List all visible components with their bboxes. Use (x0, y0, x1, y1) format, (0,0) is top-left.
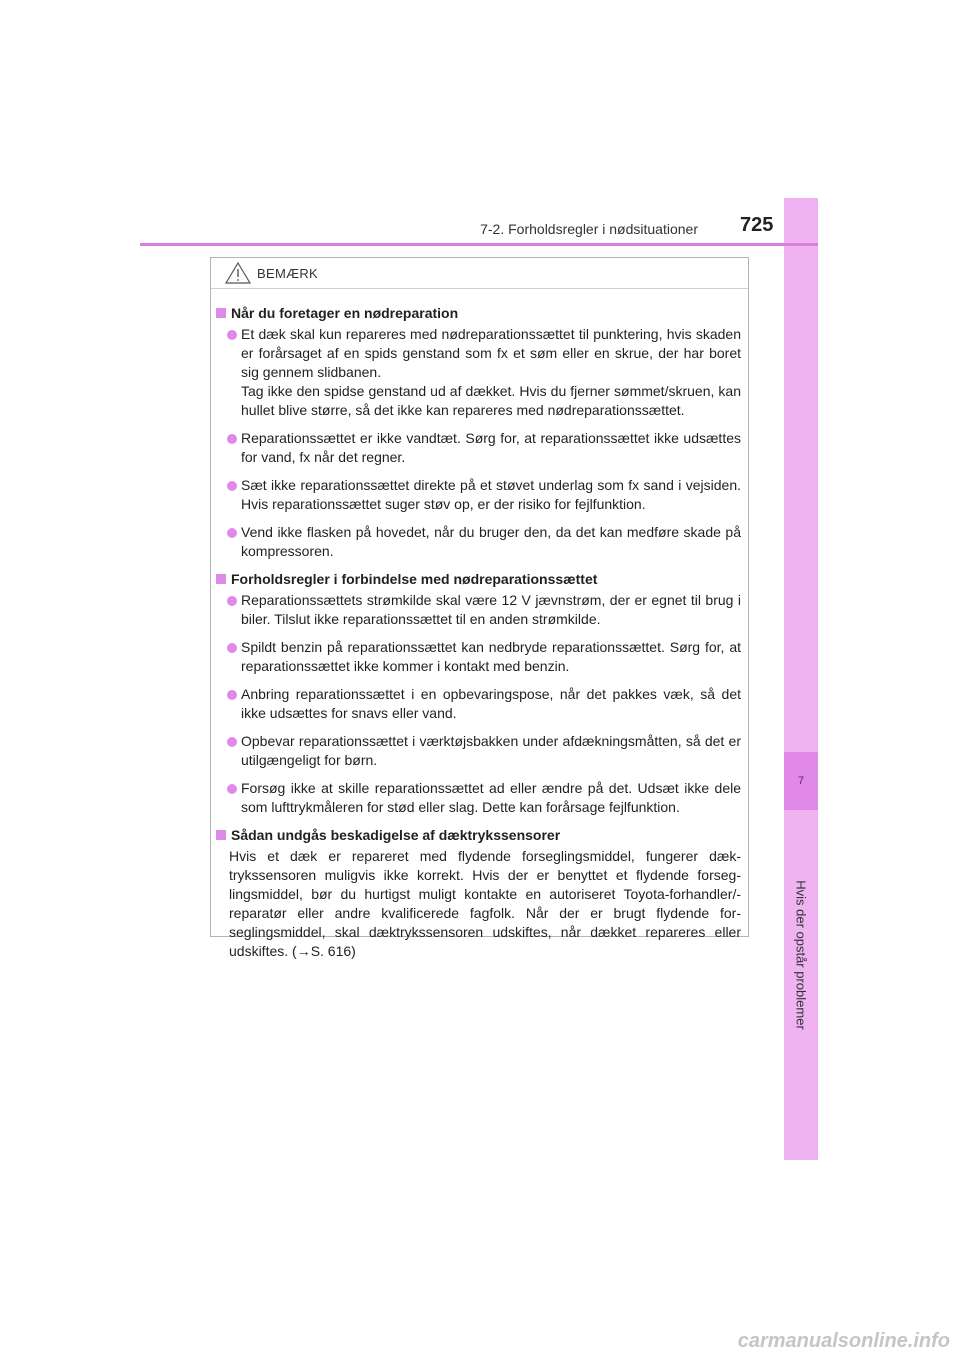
header-rule (140, 243, 818, 246)
list-item: Sæt ikke reparationssættet direkte på et støvet underlag som fx sand i vejsiden. Hvis reparationssættet suger støv op, er der risiko for fejlfunktion. (216, 476, 741, 514)
round-bullet-icon (227, 784, 237, 794)
list-item: Reparationssættets strømkilde skal være 12 V jævnstrøm, der er egnet til brug i biler. Tilslut ikke reparationssættet til en anden strømkilde. (216, 591, 741, 629)
list-item: Et dæk skal kun repareres med nødreparationssættet til punktering, hvis skaden er forårsaget af en spids genstand som fx et søm eller en skrue, der har boret sig gennem slidbanen. Tag ikke den spidse genstand ud af dækket. Hvis du fjerner sømmet/skruen, kan hullet blive større, så det ikke kan repareres med nødreparationssættet. (216, 325, 741, 420)
list-item: Opbevar reparationssættet i værktøjsbakken under afdækningsmåtten, så det er utilgængeligt for børn. (216, 732, 741, 770)
list-item: Reparationssættet er ikke vandtæt. Sørg for, at reparationssættet ikke udsættes for vand, fx når det regner. (216, 429, 741, 467)
chapter-number-badge: 7 (784, 752, 818, 810)
section-heading: Sådan undgås beskadigelse af dæktrykssensorer (216, 826, 741, 845)
page-number: 725 (740, 214, 774, 236)
square-bullet-icon (216, 308, 226, 318)
round-bullet-icon (227, 737, 237, 747)
section-heading: Når du foretager en nødreparation (216, 304, 741, 323)
round-bullet-icon (227, 690, 237, 700)
list-item: Vend ikke flasken på hovedet, når du bruger den, da det kan medføre skade på kompressoren. (216, 523, 741, 561)
square-bullet-icon (216, 830, 226, 840)
warning-triangle-icon (225, 262, 251, 284)
notice-header (211, 258, 748, 289)
round-bullet-icon (227, 643, 237, 653)
section-heading: Forholdsregler i forbindelse med nødreparationssættet (216, 570, 741, 589)
list-item: Anbring reparationssættet i en opbevaringspose, når det pakkes væk, så det ikke udsættes for snavs eller vand. (216, 685, 741, 723)
round-bullet-icon (227, 481, 237, 491)
section-title: 7-2. Forholdsregler i nødsituationer (480, 221, 698, 237)
notice-title: BEMÆRK (257, 265, 319, 281)
round-bullet-icon (227, 528, 237, 538)
notice-content (211, 289, 748, 961)
watermark: carmanualsonline.info (737, 1330, 950, 1352)
paragraph: Hvis et dæk er repareret med flydende forseglingsmiddel, fungerer dæktrykssensoren muligvis ikke korrekt. Hvis der er benyttet et flydende forseglingsmiddel, bør du hurtigst muligt kontakte en autoriseret Toyota-forhandler/-reparatør eller andre kvalificerede fagfolk. Når der er brugt flydende forseglingsmiddel, skal dæktrykssensoren udskiftes, når dækket repareres eller udskiftes. (→S. 616) (229, 848, 741, 959)
list-item: Spildt benzin på reparationssættet kan nedbryde reparationssættet. Sørg for, at reparationssættet ikke kommer i kontakt med benzin. (216, 638, 741, 676)
notice-box (210, 257, 749, 959)
round-bullet-icon (227, 434, 237, 444)
chapter-title: Hvis der opstår problemer (793, 880, 809, 1030)
square-bullet-icon (216, 574, 226, 584)
list-item: Forsøg ikke at skille reparationssættet ad eller ændre på det. Udsæt ikke dele som lufttrykmåleren for stød eller slag. Dette kan forårsage fejlfunktion. (216, 779, 741, 817)
round-bullet-icon (227, 596, 237, 606)
round-bullet-icon (227, 330, 237, 340)
